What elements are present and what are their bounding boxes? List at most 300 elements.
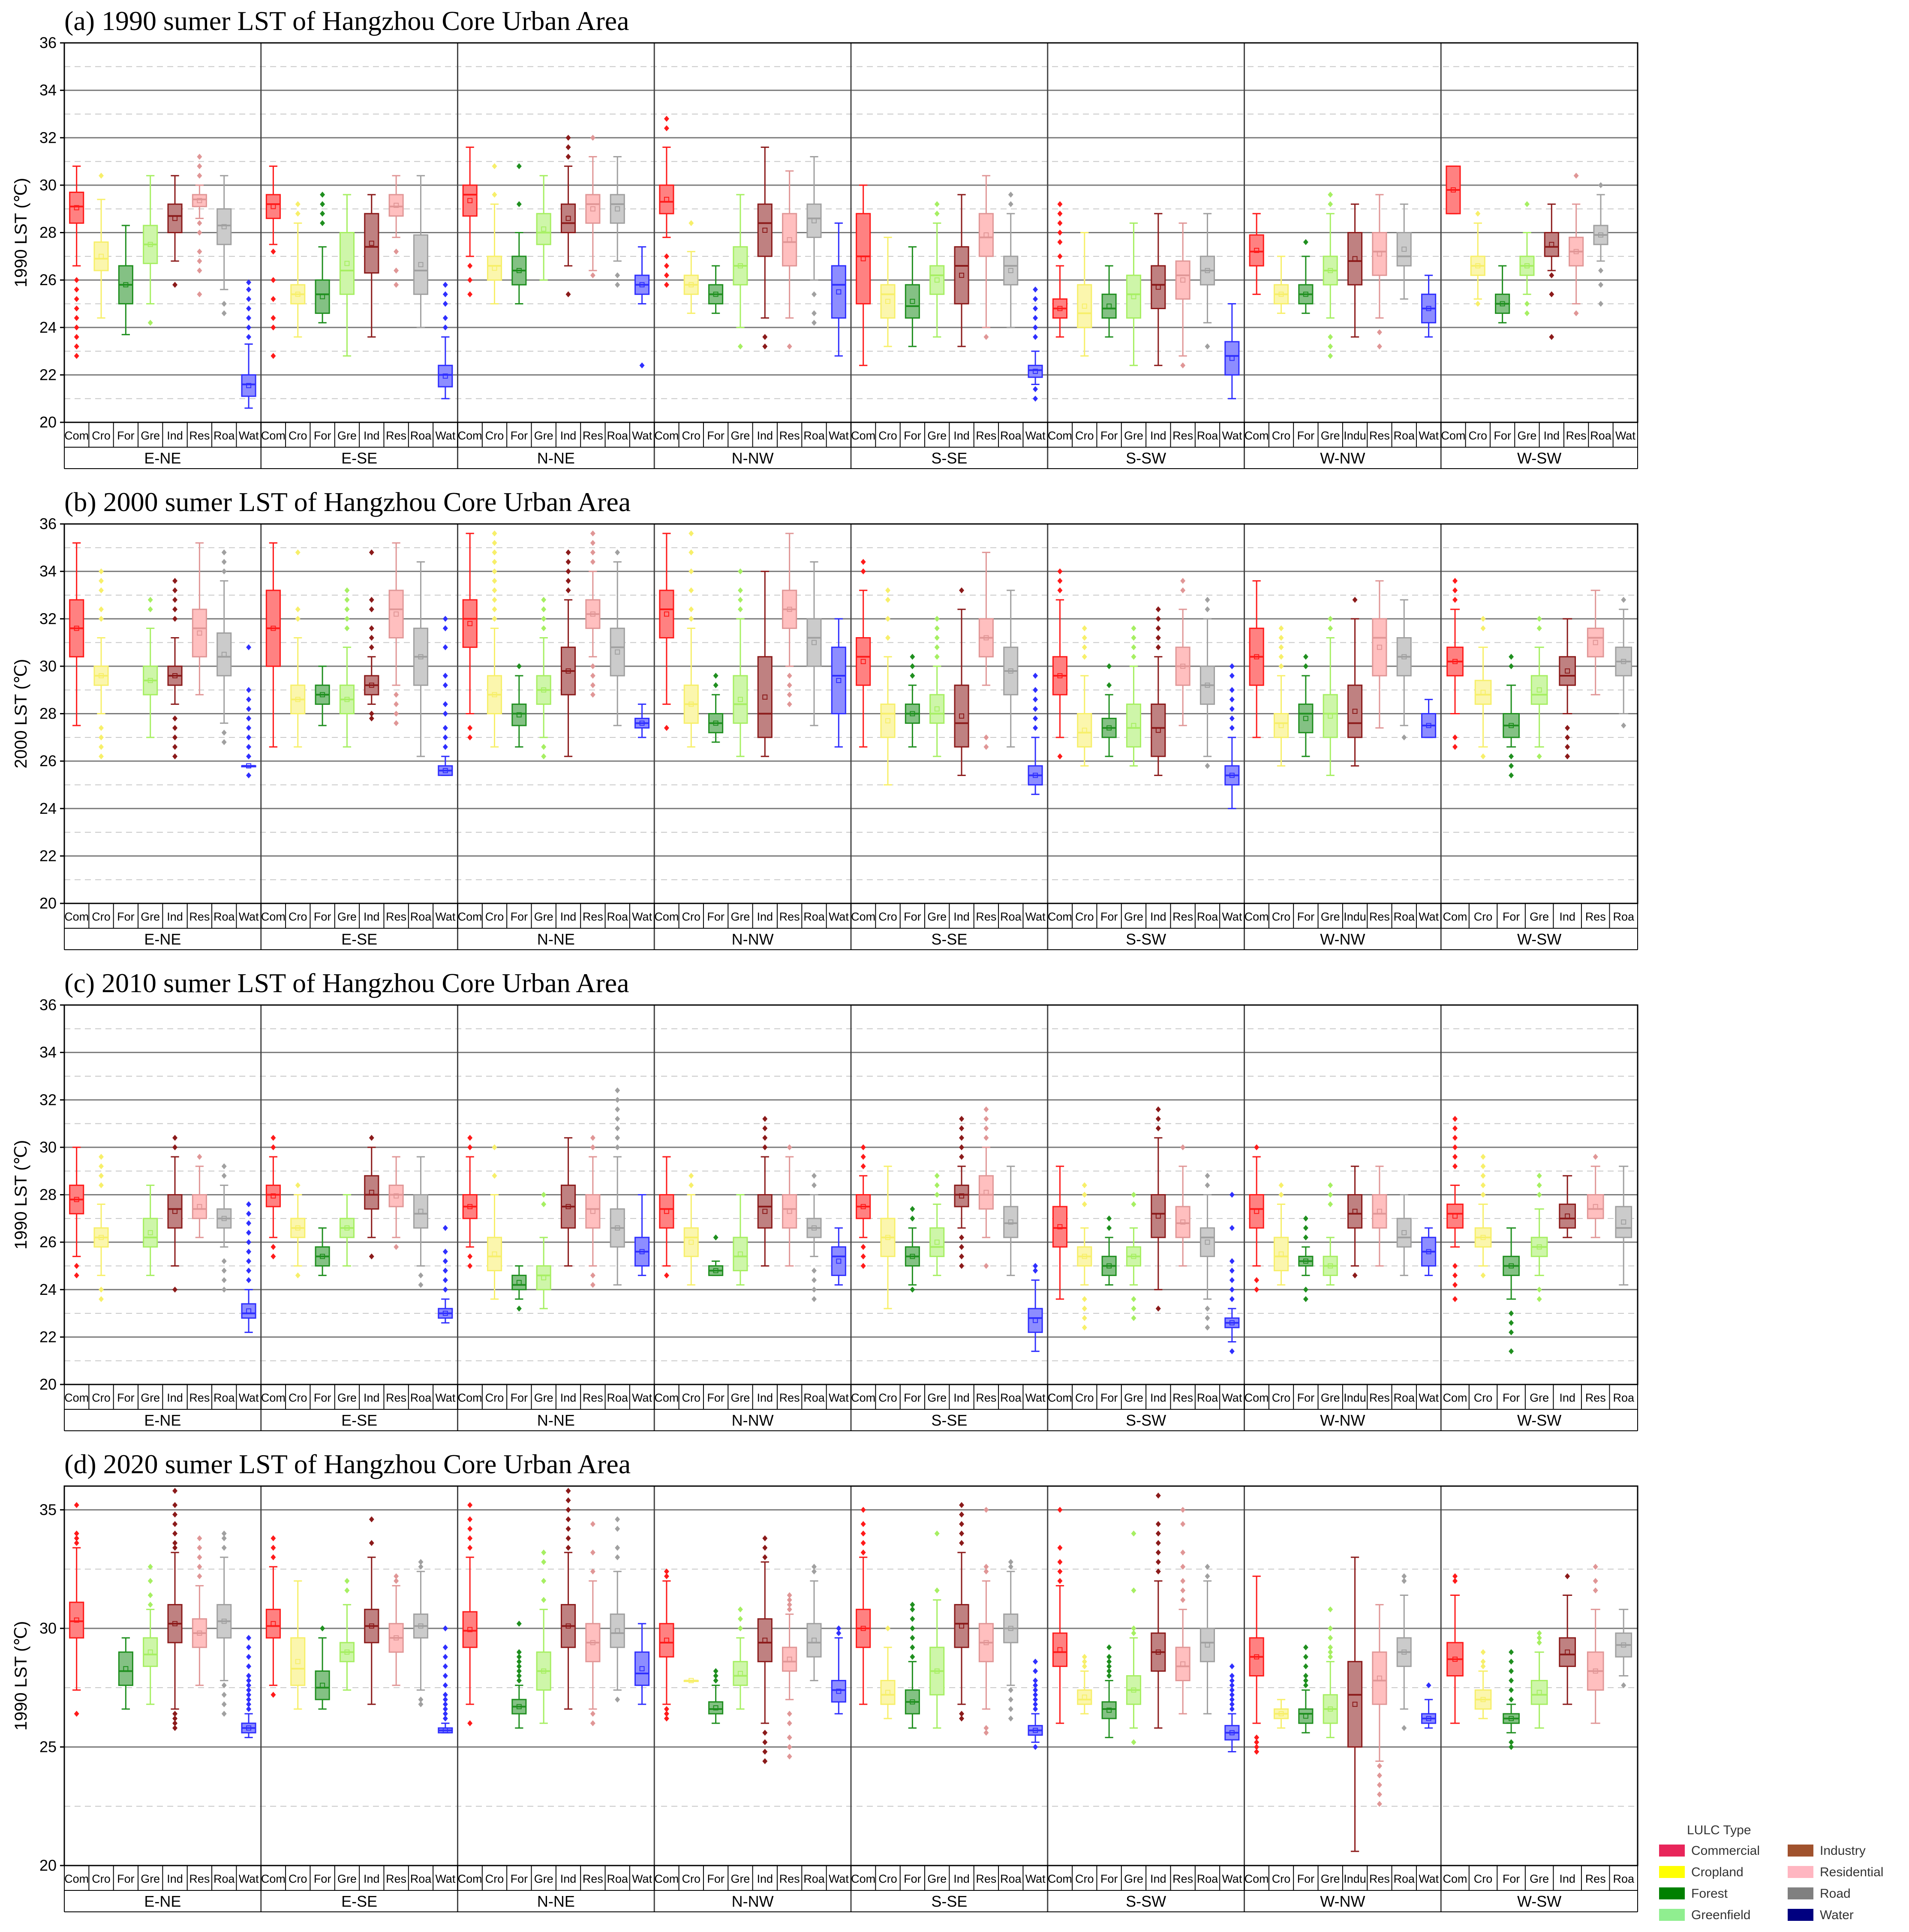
box-E-SE-Res: [389, 1157, 403, 1250]
outlier-point: [443, 734, 448, 740]
box-S-SE-Cro: [881, 1166, 895, 1309]
outlier-point: [1509, 1697, 1514, 1703]
outlier-point: [1328, 1644, 1333, 1650]
outlier-point: [1303, 239, 1308, 245]
outlier-point: [222, 301, 227, 307]
outlier-point: [762, 1545, 767, 1551]
outlier-point: [246, 1673, 251, 1679]
outlier-point: [467, 1502, 472, 1508]
box-S-SE-Com: [857, 1507, 870, 1704]
outlier-point: [664, 282, 669, 288]
box-body: [610, 195, 624, 223]
category-label: Cro: [1473, 1872, 1493, 1885]
outlier-point: [1549, 291, 1554, 297]
legend-item: [1788, 1908, 1854, 1922]
category-label: Cro: [289, 1391, 307, 1404]
outlier-point: [344, 597, 349, 603]
category-label: Cro: [878, 1391, 897, 1404]
box-body: [1200, 1628, 1214, 1661]
box-S-SE-Cro: [881, 1625, 895, 1718]
box-body: [389, 590, 403, 638]
outlier-point: [935, 616, 940, 622]
outlier-point: [812, 1182, 817, 1188]
box-W-SW-Roa: [1616, 1166, 1632, 1285]
box-N-NW-Gre: [734, 569, 747, 756]
y-tick-label: 32: [39, 610, 57, 628]
box-N-NE-Wat: [635, 704, 649, 737]
outlier-point: [172, 1531, 177, 1537]
outlier-point: [1452, 597, 1458, 603]
box-S-SE-Wat: [1028, 1263, 1042, 1351]
outlier-point: [1481, 1182, 1486, 1188]
direction-label: W-SW: [1517, 449, 1562, 467]
outlier-point: [1082, 635, 1087, 641]
category-label: Com: [64, 429, 89, 442]
category-label: Cro: [1075, 910, 1094, 923]
outlier-point: [935, 201, 940, 207]
box-S-SW-Res: [1176, 1144, 1190, 1266]
box-S-SE-Wat: [1028, 673, 1042, 794]
box-W-NW-Res: [1373, 581, 1386, 728]
legend-swatch: [1659, 1909, 1685, 1921]
box-body: [1102, 294, 1116, 318]
box-W-SW-Com: [1447, 1116, 1463, 1302]
box-E-SE-Roa: [414, 562, 427, 757]
outlier-point: [713, 1668, 719, 1674]
box-body: [1078, 714, 1091, 747]
outlier-point: [910, 673, 915, 679]
outlier-point: [1303, 1287, 1308, 1293]
direction-label: S-SE: [931, 449, 968, 467]
category-label: Gre: [141, 1872, 160, 1885]
category-label: Roa: [803, 1872, 825, 1885]
category-label: Com: [261, 429, 286, 442]
group-N-NW: [654, 1005, 849, 1431]
category-label: Wat: [238, 1872, 259, 1885]
category-label: Cro: [289, 1872, 307, 1885]
box-W-SW-Cro: [1475, 1649, 1491, 1718]
category-label: Roa: [410, 1391, 432, 1404]
box-E-NE-Wat: [242, 280, 256, 408]
category-label: Res: [1566, 429, 1587, 442]
outlier-point: [1008, 1706, 1013, 1712]
category-label: Ind: [1150, 910, 1166, 923]
outlier-point: [812, 1268, 817, 1274]
outlier-point: [1303, 654, 1308, 660]
box-body: [1127, 704, 1140, 747]
box-N-NE-For: [512, 663, 526, 747]
box-S-SW-Roa: [1200, 1173, 1214, 1330]
box-W-SW-Gre: [1531, 616, 1547, 759]
outlier-point: [1452, 1116, 1458, 1122]
direction-label: N-NE: [537, 449, 575, 467]
category-label: Gre: [534, 1872, 553, 1885]
category-label: For: [510, 1872, 528, 1885]
category-label: Wat: [238, 1391, 259, 1404]
outlier-point: [492, 597, 497, 603]
group-N-NE: [458, 1486, 652, 1912]
box-S-SW-Res: [1176, 1507, 1190, 1714]
outlier-point: [74, 325, 79, 331]
box-E-SE-Gre: [340, 1578, 354, 1690]
outlier-point: [246, 725, 251, 731]
outlier-point: [246, 1201, 251, 1207]
box-W-SW-Res: [1587, 590, 1603, 695]
outlier-point: [1008, 1559, 1013, 1565]
outlier-point: [246, 744, 251, 750]
category-label: Gre: [927, 1872, 947, 1885]
outlier-point: [1452, 578, 1458, 584]
outlier-point: [959, 1144, 964, 1150]
outlier-point: [492, 578, 497, 584]
outlier-point: [1008, 192, 1013, 198]
outlier-point: [467, 1545, 472, 1551]
box-N-NW-Ind: [758, 1116, 772, 1266]
group-W-SW: [1441, 1005, 1635, 1431]
box-N-NW-Res: [783, 533, 797, 707]
outlier-point: [935, 211, 940, 217]
outlier-point: [418, 1559, 423, 1565]
direction-label: W-NW: [1320, 1893, 1365, 1910]
box-S-SW-Com: [1053, 201, 1067, 337]
category-label: Wat: [632, 429, 652, 442]
outlier-point: [983, 744, 989, 750]
outlier-point: [885, 616, 890, 622]
y-tick-label: 20: [39, 894, 57, 912]
outlier-point: [1509, 1348, 1514, 1354]
outlier-point: [1131, 654, 1136, 660]
outlier-point: [492, 616, 497, 622]
box-body: [1250, 235, 1263, 266]
box-E-NE-Roa: [217, 1163, 231, 1293]
box-S-SW-Wat: [1225, 663, 1239, 809]
outlier-point: [983, 1116, 989, 1122]
category-label: For: [1502, 1872, 1520, 1885]
box-S-SW-Res: [1176, 578, 1190, 725]
category-label: Cro: [682, 910, 701, 923]
box-body: [1616, 1207, 1632, 1237]
box-W-NW-Indu: [1348, 1557, 1362, 1851]
category-label: Cro: [1272, 429, 1291, 442]
outlier-point: [74, 353, 79, 359]
outlier-point: [664, 1706, 669, 1712]
y-tick-label: 36: [39, 515, 57, 533]
outlier-point: [295, 211, 301, 217]
category-label: Ind: [1559, 1391, 1575, 1404]
box-body: [1447, 1204, 1463, 1228]
box-W-NW-Roa: [1397, 1195, 1411, 1276]
category-label: Roa: [1197, 429, 1218, 442]
box-S-SE-Gre: [930, 616, 944, 756]
box-N-NW-Com: [660, 533, 673, 731]
category-label: Gre: [337, 1872, 357, 1885]
outlier-point: [615, 1116, 620, 1122]
outlier-point: [344, 587, 349, 593]
outlier-point: [1180, 1597, 1185, 1603]
category-label: Com: [1047, 1391, 1072, 1404]
outlier-point: [738, 343, 743, 349]
direction-label: N-NW: [731, 449, 774, 467]
category-label: Gre: [731, 429, 750, 442]
outlier-point: [640, 362, 645, 368]
box-N-NW-For: [709, 673, 723, 742]
box-E-NE-Res: [192, 543, 206, 695]
outlier-point: [172, 606, 177, 612]
y-tick-label: 20: [39, 1375, 57, 1393]
box-N-NW-Com: [660, 116, 673, 288]
outlier-point: [197, 1573, 202, 1579]
outlier-point: [1593, 1587, 1598, 1593]
outlier-point: [246, 1644, 251, 1650]
box-body: [389, 195, 403, 216]
outlier-point: [1131, 644, 1136, 650]
outlier-point: [1205, 1173, 1210, 1179]
outlier-point: [1057, 569, 1062, 575]
box-body: [758, 1195, 772, 1228]
outlier-point: [246, 734, 251, 740]
outlier-point: [590, 135, 595, 141]
box-W-SW-Ind: [1560, 619, 1575, 759]
category-label: Roa: [1613, 1872, 1634, 1885]
outlier-point: [492, 192, 497, 198]
outlier-point: [1131, 1531, 1136, 1537]
box-S-SE-Com: [857, 1144, 870, 1269]
outlier-point: [369, 1516, 374, 1522]
category-label: Res: [1585, 1391, 1606, 1404]
box-S-SE-Roa: [1004, 1559, 1018, 1721]
box-E-SE-Ind: [365, 195, 379, 337]
box-E-NE-Res: [192, 1535, 206, 1685]
category-label: Gre: [534, 429, 553, 442]
box-S-SW-For: [1102, 1216, 1116, 1285]
outlier-point: [172, 1287, 177, 1293]
category-label: Wat: [238, 429, 259, 442]
box-N-NW-Ind: [758, 572, 772, 756]
outlier-point: [1230, 716, 1235, 722]
box-S-SE-Res: [979, 176, 993, 340]
box-body: [1475, 680, 1491, 704]
box-S-SW-Gre: [1127, 223, 1140, 365]
outlier-point: [1303, 1663, 1308, 1669]
box-N-NW-Cro: [684, 1679, 698, 1683]
outlier-point: [1057, 1559, 1062, 1565]
outlier-point: [99, 1163, 104, 1169]
outlier-point: [148, 1592, 153, 1598]
outlier-point: [762, 1135, 767, 1141]
outlier-point: [1156, 1521, 1161, 1527]
outlier-point: [246, 1220, 251, 1226]
outlier-point: [1106, 682, 1112, 688]
box-body: [537, 214, 550, 244]
group-S-SW: [1048, 43, 1242, 469]
category-label: Cro: [1473, 910, 1493, 923]
group-W-SW: [1441, 43, 1635, 469]
box-N-NE-Res: [586, 530, 600, 698]
category-label: Roa: [1393, 429, 1415, 442]
category-label: Indu: [1344, 429, 1366, 442]
outlier-point: [1509, 1739, 1514, 1745]
outlier-point: [1057, 253, 1062, 259]
direction-label: E-NE: [144, 1893, 181, 1910]
outlier-point: [1481, 1192, 1486, 1198]
outlier-point: [443, 725, 448, 731]
outlier-point: [959, 1253, 964, 1259]
category-label: Roa: [410, 910, 432, 923]
category-label: For: [707, 429, 725, 442]
outlier-point: [664, 272, 669, 278]
y-tick-label: 34: [39, 81, 57, 99]
outlier-point: [1230, 687, 1235, 693]
outlier-point: [222, 1163, 227, 1169]
box-body: [1274, 714, 1288, 737]
category-label: For: [313, 910, 331, 923]
direction-label: E-SE: [341, 930, 378, 948]
outlier-point: [197, 1535, 202, 1541]
box-W-SW-For: [1503, 654, 1519, 779]
box-N-NE-Wat: [635, 247, 649, 369]
category-label: Gre: [731, 1391, 750, 1404]
outlier-point: [222, 1711, 227, 1717]
outlier-point: [1033, 706, 1038, 712]
category-label: Gre: [1517, 429, 1537, 442]
outlier-point: [271, 1545, 276, 1551]
outlier-point: [1452, 744, 1458, 750]
category-label: Com: [457, 910, 482, 923]
category-label: Gre: [337, 910, 357, 923]
outlier-point: [1401, 1573, 1407, 1579]
box-W-NW-Wat: [1422, 699, 1436, 737]
category-label: Roa: [1197, 1872, 1218, 1885]
category-label: Gre: [731, 1872, 750, 1885]
outlier-point: [959, 1244, 964, 1250]
outlier-point: [172, 725, 177, 731]
outlier-point: [688, 549, 694, 555]
outlier-point: [1509, 763, 1514, 769]
category-label: Roa: [213, 910, 235, 923]
category-label: Ind: [953, 429, 970, 442]
legend-label: Industry: [1820, 1844, 1866, 1858]
box-N-NE-For: [512, 1621, 526, 1728]
outlier-point: [1303, 1225, 1308, 1231]
outlier-point: [738, 606, 743, 612]
category-label: Gre: [141, 1391, 160, 1404]
outlier-point: [541, 597, 546, 603]
outlier-point: [1509, 654, 1514, 660]
outlier-point: [197, 268, 202, 274]
category-label: Cro: [682, 429, 701, 442]
box-body: [881, 285, 895, 318]
outlier-point: [443, 616, 448, 622]
outlier-point: [1106, 663, 1112, 669]
outlier-point: [812, 1287, 817, 1293]
box-body: [1102, 1702, 1116, 1718]
outlier-point: [1205, 1306, 1210, 1312]
box-N-NW-Wat: [832, 1625, 845, 1714]
outlier-point: [1230, 1348, 1235, 1354]
box-body: [1053, 1633, 1067, 1666]
outlier-point: [787, 1754, 792, 1760]
box-body: [1225, 342, 1239, 375]
outlier-point: [99, 1173, 104, 1179]
outlier-point: [1254, 1287, 1259, 1293]
outlier-point: [738, 587, 743, 593]
box-N-NW-Res: [783, 1592, 797, 1759]
box-body: [1176, 1647, 1190, 1680]
box-E-SE-For: [316, 666, 329, 725]
category-label: For: [1100, 1391, 1118, 1404]
box-E-NE-Ind: [168, 1135, 182, 1293]
outlier-point: [812, 1277, 817, 1283]
panels: [12, 6, 1638, 1912]
outlier-point: [1033, 1263, 1038, 1269]
category-label: Roa: [410, 1872, 432, 1885]
box-E-SE-Res: [389, 1573, 403, 1685]
box-S-SW-Wat: [1225, 1192, 1239, 1354]
box-E-NE-For: [119, 226, 132, 334]
box-body: [881, 704, 895, 737]
group-W-NW: [1245, 43, 1439, 469]
outlier-point: [1033, 386, 1038, 392]
category-label: Cro: [289, 910, 307, 923]
outlier-point: [1033, 296, 1038, 302]
box-body: [1151, 704, 1165, 756]
outlier-point: [861, 1521, 866, 1527]
outlier-point: [1156, 1125, 1161, 1132]
outlier-point: [222, 1692, 227, 1698]
box-N-NW-Res: [783, 171, 797, 349]
box-S-SW-Com: [1053, 1166, 1067, 1299]
category-label: Indu: [1344, 1391, 1366, 1404]
box-body: [684, 1228, 698, 1256]
box-body: [1200, 1228, 1214, 1256]
category-label: Ind: [560, 1872, 577, 1885]
outlier-point: [787, 1144, 792, 1150]
outlier-point: [1082, 1201, 1087, 1207]
outlier-point: [467, 1720, 472, 1726]
category-label: Cro: [1473, 1391, 1493, 1404]
outlier-point: [99, 1287, 104, 1293]
outlier-point: [443, 701, 448, 707]
box-body: [340, 233, 354, 295]
y-tick-label: 28: [39, 704, 57, 722]
outlier-point: [1565, 744, 1570, 750]
box-body: [783, 1647, 797, 1671]
category-label: For: [510, 910, 528, 923]
box-W-NW-For: [1299, 654, 1313, 756]
outlier-point: [1156, 606, 1161, 612]
category-label: For: [904, 429, 921, 442]
outlier-point: [664, 116, 669, 122]
category-label: Ind: [1150, 1391, 1166, 1404]
box-body: [266, 195, 280, 218]
box-N-NE-Gre: [537, 176, 550, 280]
box-body: [610, 628, 624, 676]
box-N-NE-Ind: [561, 1138, 575, 1266]
outlier-point: [246, 325, 251, 331]
category-label: Ind: [167, 910, 183, 923]
box-body: [979, 1176, 993, 1209]
category-label: For: [707, 1872, 725, 1885]
outlier-point: [1033, 716, 1038, 722]
box-W-NW-Gre: [1323, 616, 1337, 775]
category-label: For: [1297, 910, 1315, 923]
box-S-SE-For: [905, 1602, 919, 1728]
category-label: Cro: [92, 1872, 111, 1885]
outlier-point: [1598, 301, 1603, 307]
outlier-point: [1033, 1744, 1038, 1750]
category-label: Cro: [92, 1391, 111, 1404]
outlier-point: [99, 1296, 104, 1302]
